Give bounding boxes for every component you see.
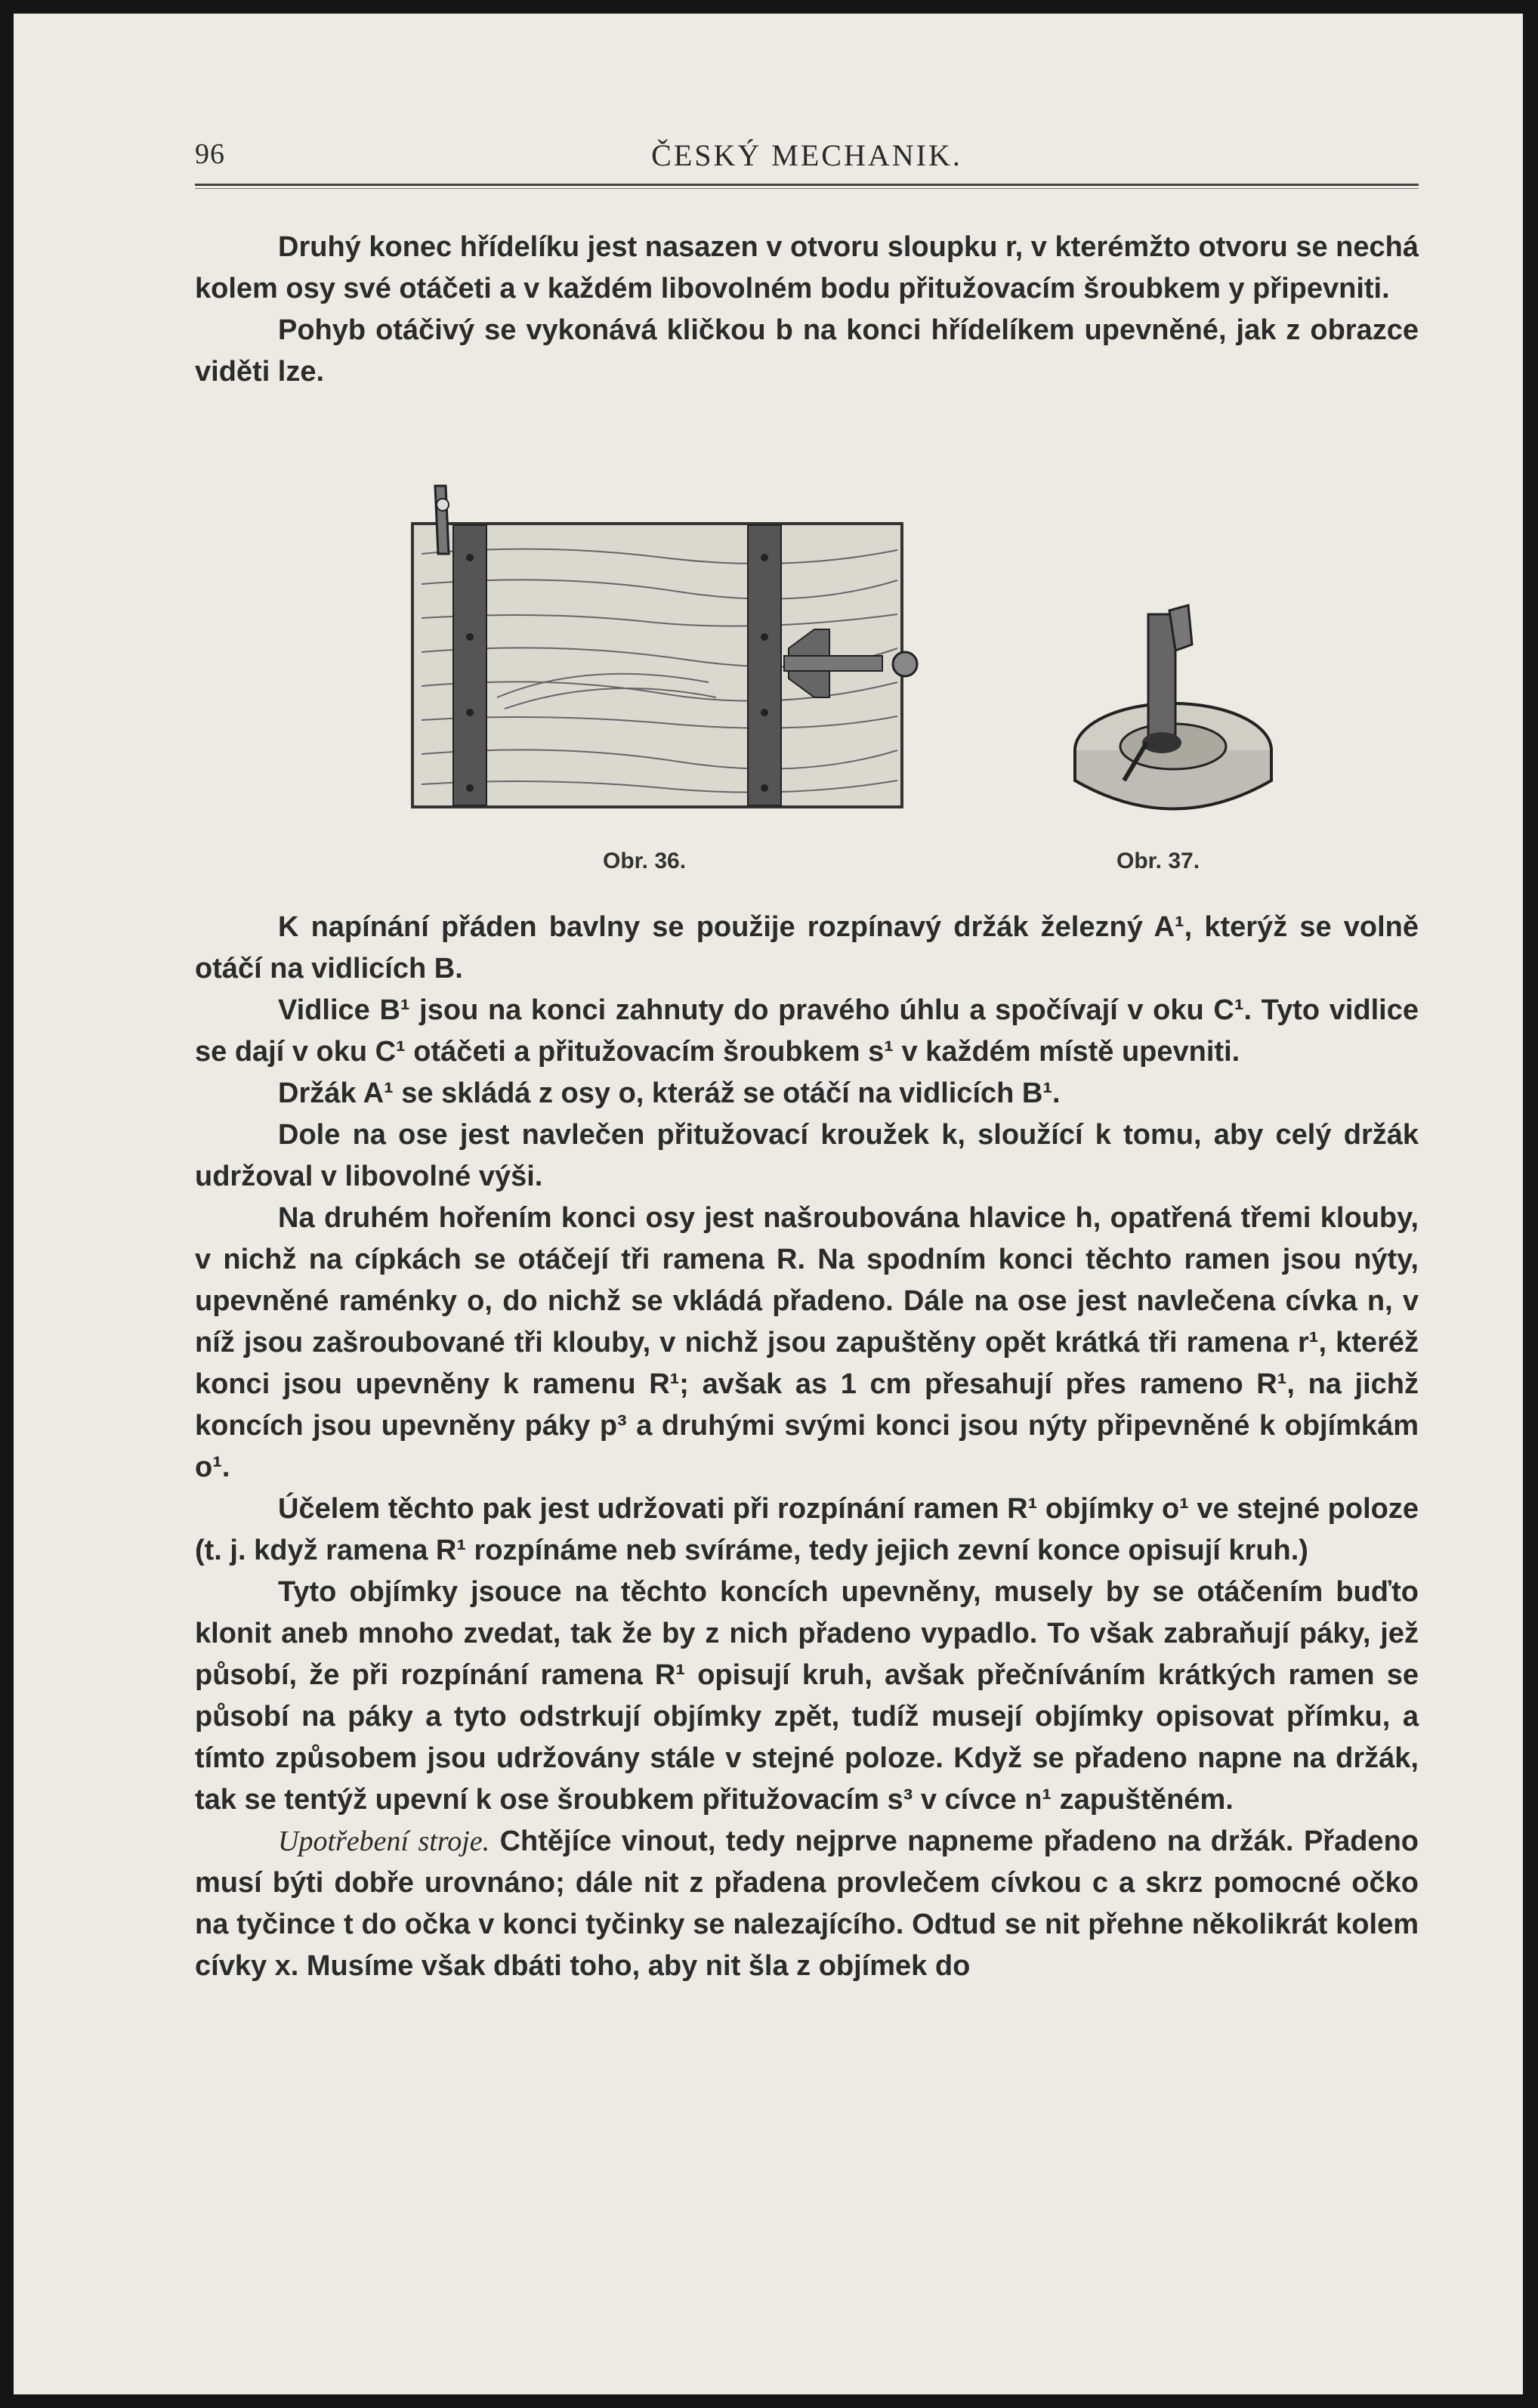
figure-37-caption: Obr. 37.: [1116, 849, 1200, 873]
page-header: [195, 134, 1419, 180]
paragraph: Účelem těchto pak jest udržovati při rozpínání ramen R¹ objímky o¹ ve stejné poloze (t. j. když ramena R¹ rozpínáme neb svíráme, tedy jejich zevní konce opisují kruh.): [195, 1493, 1419, 1566]
paragraph-text: Chtějíce vinout, tedy nejprve napneme přadeno na držák. Přadeno musí býti dobře urovnáno; dále nit z přadena provlečem cívkou c a skrz pomocné očko na tyčince t do očka v konci tyčinky se nalezajícího. Odtud se nit přehne několikrát kolem cívky x. Musíme však dbáti toho, aby nit šla z objímek do: [195, 1825, 1419, 1982]
figure-37-clamp-base: [1064, 599, 1283, 841]
figure-36-wooden-frame: [391, 471, 996, 826]
figure-36-caption: Obr. 36.: [603, 849, 687, 873]
paragraph: Držák A¹ se skládá z osy o, kteráž se otáčí na vidlicích B¹.: [278, 1077, 1061, 1109]
paragraph: Tyto objímky jsouce na těchto koncích upevněny, musely by se otáčením buďto klonit aneb mnoho zvedat, tak že by z nich přadeno vypadlo. To však zabraňují páky, jež působí, že při rozpínání ramena R¹ opisují kruh, avšak přečníváním krátkých ramen se působí na páky a tyto odstrkují objímky zpět, tudíž musejí objímky opisovat přímku, a tímto způsobem jsou udržovány stále v stejné poloze. Když se přadeno napne na držák, tak se tentýž upevní k ose šroubkem přitužovacím s³ v cívce n¹ zapuštěném.: [195, 1576, 1419, 1816]
paragraph: Vidlice B¹ jsou na konci zahnuty do pravého úhlu a spočívají v oku C¹. Tyto vidlice se dají v oku C¹ otáčeti a přitužovacím šroubkem s¹ v každém místě upevniti.: [195, 994, 1419, 1068]
book-page: [14, 14, 1523, 2394]
section-lead: Upotřebení stroje.: [278, 1825, 490, 1857]
text-block-top: [195, 227, 1419, 393]
header-rule: [195, 184, 1419, 186]
paragraph: Pohyb otáčivý se vykonává kličkou b na konci hřídelíkem upevněné, jak z obrazce viděti lze.: [195, 314, 1419, 388]
running-title: ČESKÝ MECHANIK.: [651, 138, 962, 172]
paragraph: K napínání přáden bavlny se použije rozpínavý držák železný A¹, kterýž se volně otáčí na vidlicích B.: [195, 911, 1419, 985]
header-rule-thin: [195, 188, 1419, 189]
paragraph: Na druhém hořením konci osy jest našroubována hlavice h, opatřená třemi klouby, v nichž na cípkách se otáčejí tři ramena R. Na spodním konci těchto ramen jsou nýty, upevněné raménky o, do nichž se vkládá přadeno. Dále na ose jest navlečena cívka n, v níž jsou zašroubované tři klouby, v nichž jsou zapuštěny opět krátká tři ramena r¹, kteréž konci jsou upevněny k ramenu R¹; avšak as 1 cm přesahují přes rameno R¹, na jichž koncích jsou upevněny páky p³ a druhými svými konci jsou nýty připevněné k objímkám o¹.: [195, 1202, 1419, 1483]
paragraph: Dole na ose jest navlečen přitužovací kroužek k, sloužící k tomu, aby celý držák udržoval v libovolné výši.: [195, 1119, 1419, 1192]
paragraph: [195, 1821, 1419, 1987]
page-number: 96: [195, 138, 225, 170]
text-block-main: [195, 907, 1419, 1987]
paragraph: Druhý konec hřídelíku jest nasazen v otvoru sloupku r, v kterémžto otvoru se nechá kolem osy své otáčeti a v každém libovolném bodu přitužovacím šroubkem y připevniti.: [195, 231, 1419, 304]
